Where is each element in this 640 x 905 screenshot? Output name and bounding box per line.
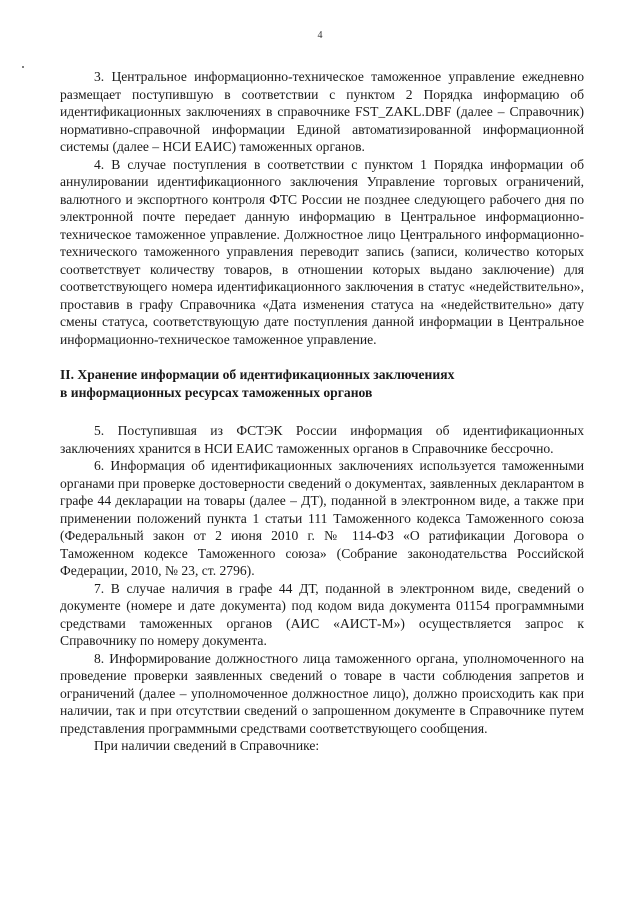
document-body bbox=[60, 68, 584, 755]
paragraph-5: 5. Поступившая из ФСТЭК России информация об идентификационных заключениях хранится в НСИ ЕАИС таможенных органов в Справочнике бессрочно. bbox=[60, 423, 584, 456]
page-number: 4 bbox=[317, 30, 323, 41]
section-heading-line-2: в информационных ресурсах таможенных органов bbox=[60, 385, 373, 400]
paragraph-8-continuation: При наличии сведений в Справочнике: bbox=[94, 738, 320, 753]
paragraph-6: 6. Информация об идентификационных заключениях используется таможенными органами при проверке достоверности сведений о документах, заявленных декларантом в графе 44 декларации на товары (далее – ДТ), поданной в электронном виде, а также при применении положений пункта 1 статьи 111 Таможенного кодекса Таможенного союза (Федеральный закон от 2 июня 2010 г. № 114-ФЗ «О ратификации Договора о Таможенном кодексе Таможенного союза» (Собрание законодательства Российской Федерации, 2010, № 23, ст. 2796). bbox=[60, 458, 584, 578]
scan-speck bbox=[22, 66, 24, 68]
paragraph-3: 3. Центральное информационно-техническое таможенное управление ежедневно размещает поступившую в соответствии с пунктом 2 Порядка информацию об идентификационных заключениях в справочнике FST_ZAKL.DBF (далее – Справочник) нормативно-справочной информации Единой автоматизированной информационной системы (далее – НСИ ЕАИС) таможенных органов. bbox=[60, 69, 584, 154]
section-heading bbox=[60, 366, 584, 402]
paragraph-8: 8. Информирование должностного лица таможенного органа, уполномоченного на проведение проверки заявленных сведений о товаре в части соблюдения запретов и ограничений (далее – уполномоченное должностное лицо), должно происходить как при наличии, так и при отсутствии сведений о запрошенном документе в Справочнике путем представления программными средствами соответствующего сообщения. bbox=[60, 650, 584, 736]
section-heading-line-1: II. Хранение информации об идентификационных заключениях bbox=[60, 367, 455, 382]
paragraph-4: 4. В случае поступления в соответствии с пунктом 1 Порядка информации об аннулировании идентификационного заключения Управление торговых ограничений, валютного и экспортного контроля ФТС России не позднее следующего рабочего дня по электронной почте передает данную информацию в Центральное информационно-техническое таможенное управление. Должностное лицо Центрального информационно-технического таможенного управления переводит запись (записи, количество которых соответствует количеству товаров, в отношении которых выдано заключение) для соответствующего номера идентификационного заключения в статус «недействительно», проставив в графу Справочника «Дата изменения статуса на «недействительно» дату смены статуса, соответствующую дате поступления данной информации в Центральное информационно-техническое таможенное управление. bbox=[60, 156, 584, 347]
paragraph-7: 7. В случае наличия в графе 44 ДТ, поданной в электронном виде, сведений о документе (номере и дате документа) под кодом вида документа 01154 программными средствами таможенных органов (АИС «АИСТ-М») осуществляется запрос к Справочнику по номеру документа. bbox=[60, 580, 584, 648]
